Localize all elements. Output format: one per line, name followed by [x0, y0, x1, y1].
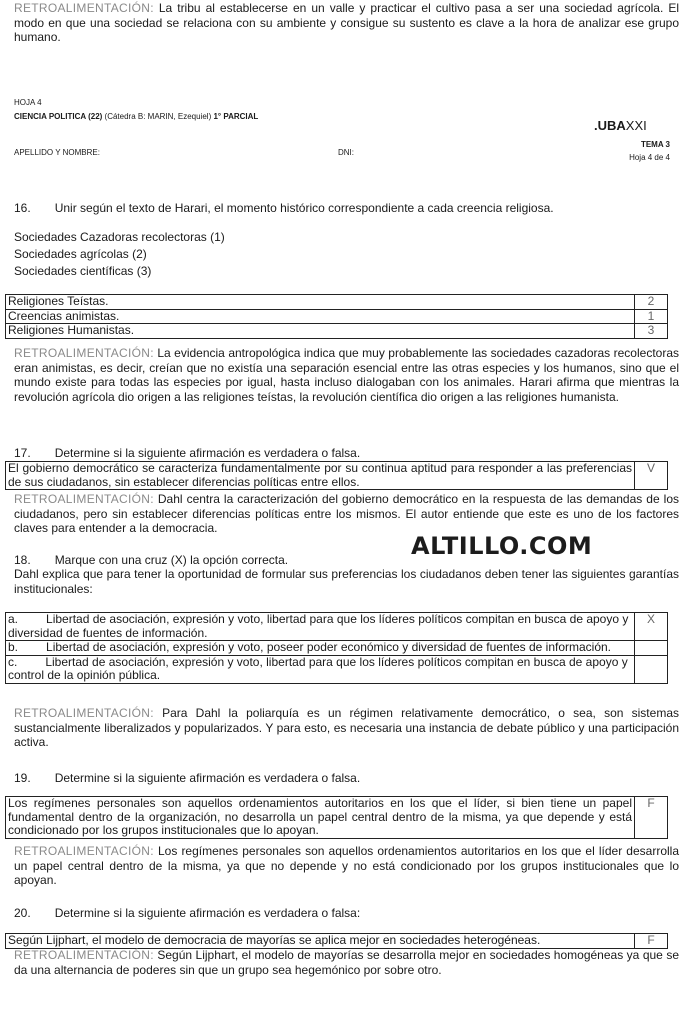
exam-name: 1° PARCIAL: [213, 112, 259, 121]
uba-logo-main: .UBA: [594, 118, 626, 133]
answer-cell[interactable]: X: [635, 613, 668, 641]
option-letter: c.: [8, 654, 18, 669]
answer-cell[interactable]: [635, 655, 668, 683]
question-16-prompt: [14, 201, 554, 216]
statement-cell: Según Lijphart, el modelo de democracia de mayorías se aplica mejor en sociedades heterogéneas.: [6, 934, 635, 949]
option-letter: b.: [8, 640, 19, 654]
question-19-feedback: [14, 844, 679, 888]
question-18-feedback: [14, 706, 679, 750]
feedback-text: Dahl centra la caracterización del gobierno democrático en la respuesta de las demandas de los ciudadanos, pero sin establecer diferencias políticas entre los mismos. El autor entiende que este es uno de los factores claves para entender a la democracia.: [14, 492, 679, 535]
option-cell: [6, 613, 635, 641]
option-item: Sociedades agrícolas (2): [14, 247, 147, 261]
question-20-feedback: [14, 948, 679, 977]
option-text: Libertad de asociación, expresión y voto, poseer poder económico y diversidad de fuentes de información.: [46, 640, 612, 654]
option-text: Libertad de asociación, expresión y voto, libertad para que los líderes políticos compitan en busca de apoyo y diversidad de fuentes de información.: [8, 612, 629, 640]
question-20-prompt: [14, 906, 360, 921]
table-row: [6, 797, 668, 839]
option-cell: [6, 641, 635, 656]
dni-label: DNI:: [338, 148, 354, 157]
question-number: 20.: [14, 906, 31, 920]
question-18-prompt: [14, 553, 288, 568]
question-17-prompt: [14, 446, 360, 461]
table-row: [6, 295, 668, 310]
feedback-text: La tribu al establecerse en un valle y practicar el cultivo pasa a ser una sociedad agrícola. El modo en que una sociedad se relaciona con su ambiente y consigue su sustento es clave a la hora de analizar ese grupo humano.: [14, 1, 679, 44]
feedback-label: RETROALIMENTACIÓN:: [14, 706, 154, 720]
course-title: [14, 112, 258, 121]
feedback-text: Para Dahl la poliarquía es un régimen relativamente democrático, o sea, son sistemas sustancialmente liberalizados y popularizados. Y para esto, es necesaria una instancia de debate público y una participación activa.: [14, 706, 679, 749]
feedback-label: RETROALIMENTACIÓN:: [14, 844, 154, 858]
question-text: Determine si la siguiente afirmación es verdadera o falsa.: [54, 446, 361, 460]
question-17-feedback: [14, 492, 679, 536]
table-cell: Creencias animistas.: [6, 309, 635, 324]
question-20-table: [5, 933, 668, 949]
question-16-options: [14, 229, 225, 280]
table-row: [6, 462, 668, 490]
course-name: CIENCIA POLITICA (22): [14, 112, 103, 121]
answer-cell[interactable]: F: [635, 797, 668, 839]
page-label: Hoja 4 de 4: [629, 153, 670, 162]
table-row: [6, 655, 668, 683]
answer-cell[interactable]: V: [635, 462, 668, 490]
question-19-prompt: [14, 771, 360, 786]
question-number: 16.: [14, 201, 31, 215]
uba-logo-sub: XXI: [625, 118, 647, 133]
option-cell: [6, 655, 635, 683]
feedback-text: Según Lijphart, el modelo de mayorías se desarrolla mejor en sociedades homogéneas ya que se da una alternancia de poderes sin que un grupo sea hegemónico por sobre otro.: [14, 948, 679, 977]
sheet-label: HOJA 4: [14, 98, 42, 107]
table-row: [6, 934, 668, 949]
top-feedback: [14, 1, 679, 45]
question-16-feedback: [14, 346, 679, 404]
answer-cell[interactable]: [635, 641, 668, 656]
answer-cell[interactable]: 1: [635, 309, 668, 324]
question-text: Unir según el texto de Harari, el momento histórico correspondiente a cada creencia religiosa.: [54, 201, 554, 215]
option-item: Sociedades Cazadoras recolectoras (1): [14, 230, 225, 244]
question-number: 18.: [14, 553, 31, 567]
option-item: Sociedades científicas (3): [14, 264, 152, 278]
table-cell: Religiones Teístas.: [6, 295, 635, 310]
answer-cell[interactable]: 2: [635, 295, 668, 310]
question-19-table: [5, 796, 668, 839]
table-row: [6, 613, 668, 641]
question-text: Determine si la siguiente afirmación es verdadera o falsa:: [54, 906, 361, 920]
feedback-label: RETROALIMENTACIÓN:: [14, 948, 154, 962]
question-number: 17.: [14, 446, 31, 460]
option-text: Libertad de asociación, expresión y voto, libertad para que los líderes políticos compitan en busca de apoyo y control de la opinión pública.: [8, 654, 628, 682]
feedback-label: RETROALIMENTACIÓN:: [14, 346, 154, 360]
altillo-watermark: ALTILLO.COM: [411, 532, 593, 560]
option-letter: a.: [8, 612, 19, 626]
feedback-label: RETROALIMENTACIÓN:: [14, 1, 154, 15]
course-detail: (Cátedra B: MARIN, Ezequiel): [102, 112, 214, 121]
table-row: [6, 641, 668, 656]
feedback-text: La evidencia antropológica indica que muy probablemente las sociedades cazadoras recolectoras eran animistas, es decir, creían que no existía una separación esencial entre las otras especies y los humanos, sino que el mundo existe para todas las especies por igual, hasta incluso dialogaban con los animales. Harari afirma que mientras la revolución agrícola dio origen a las religiones teístas, la revolución científica dio origen a las religiones humanista.: [14, 346, 679, 404]
question-16-table: [5, 294, 668, 339]
feedback-label: RETROALIMENTACIÓN:: [14, 492, 154, 506]
question-17-table: [5, 461, 668, 490]
table-row: [6, 324, 668, 339]
answer-cell[interactable]: F: [635, 934, 668, 949]
answer-cell[interactable]: 3: [635, 324, 668, 339]
tema-label: TEMA 3: [640, 140, 670, 149]
table-row: [6, 309, 668, 324]
question-text: Determine si la siguiente afirmación es verdadera o falsa.: [54, 771, 361, 785]
statement-cell: Los regímenes personales son aquellos ordenamientos autoritarios en los que el líder, si bien tiene un papel fundamental dentro de la organización, no desarrolla un papel central dentro de la misma, ya que depende y está condicionado por los grupos institucionales que lo apoyan.: [6, 797, 635, 839]
feedback-text: Los regímenes personales son aquellos ordenamientos autoritarios en los que el líder desarrolla un papel central dentro de la misma, ya que no depende y no está condicionado por los grupos institucionales que lo apoyan.: [14, 844, 679, 887]
statement-cell: El gobierno democrático se caracteriza fundamentalmente por su continua aptitud para responder a las preferencias de sus ciudadanos, sin establecer diferencias políticas entre ellos.: [6, 462, 635, 490]
question-18-table: [5, 612, 668, 684]
uba-logo: [594, 118, 647, 133]
question-text: Marque con una cruz (X) la opción correcta.: [54, 553, 289, 567]
table-cell: Religiones Humanistas.: [6, 324, 635, 339]
question-number: 19.: [14, 771, 31, 785]
name-label: APELLIDO Y NOMBRE:: [14, 148, 100, 157]
question-18-intro: Dahl explica que para tener la oportunidad de formular sus preferencias los ciudadanos deben tener las siguientes garantías institucionales:: [14, 567, 679, 596]
